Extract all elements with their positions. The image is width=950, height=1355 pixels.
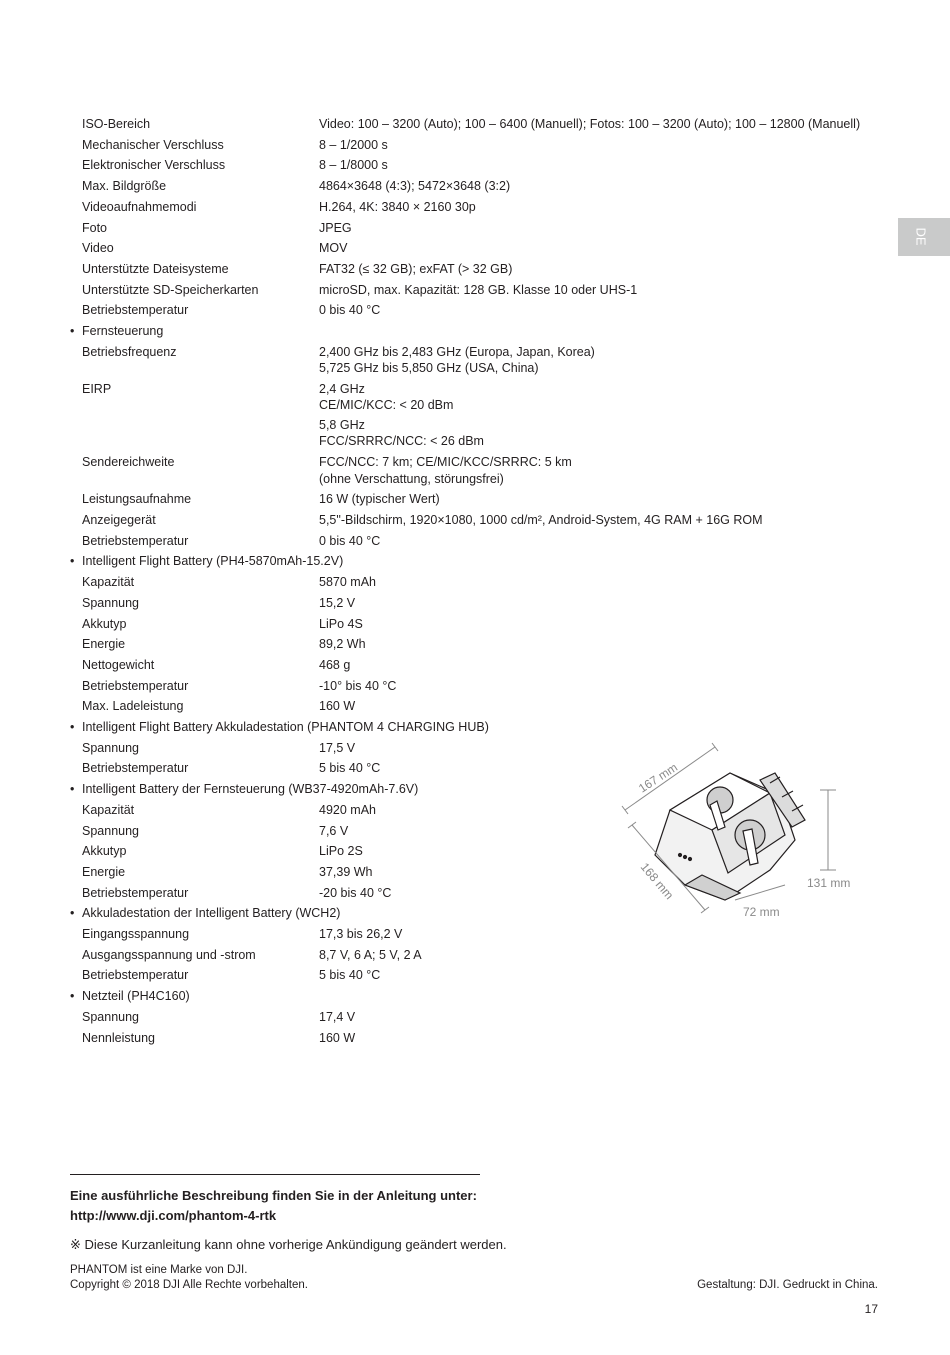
section-heading-label: Netzteil (PH4C160) (82, 989, 190, 1004)
spec-value-line: -10° bis 40 °C (319, 678, 397, 693)
spec-value (319, 636, 366, 653)
design-credit: Gestaltung: DJI. Gedruckt in China. (697, 1279, 878, 1291)
spec-label: ISO-Bereich (82, 117, 151, 131)
language-tab (898, 218, 950, 256)
spec-value (319, 678, 396, 695)
spec-label: Kapazität (82, 802, 135, 817)
spec-value (319, 926, 402, 943)
spec-value-line: 468 g (319, 657, 351, 672)
spec-label: Sendereichweite (82, 455, 175, 470)
section-heading-label: Fernsteuerung (82, 324, 164, 338)
spec-value-line: LiPo 2S (319, 844, 363, 859)
spec-label: Betriebstemperatur (82, 678, 189, 693)
spec-label: Mechanischer Verschluss (82, 137, 224, 152)
spec-value-line: 89,2 Wh (319, 637, 366, 652)
spec-label: Spannung (82, 823, 140, 838)
section-heading-label: Akkuladestation der Intelligent Battery (WCH2) (82, 906, 341, 921)
spec-label: Anzeigegerät (82, 513, 156, 527)
spec-label: Nettogewicht (82, 657, 155, 672)
spec-value (319, 137, 388, 154)
spec-value-line: 8 – 1/8000 s (319, 158, 388, 173)
spec-value (319, 740, 355, 757)
spec-label: Leistungsaufnahme (82, 492, 192, 507)
spec-value-line: 160 W (319, 699, 356, 714)
spec-value (319, 823, 348, 840)
spec-value (319, 657, 350, 674)
spec-value (319, 616, 363, 633)
spec-value-line: 5 bis 40 °C (319, 761, 381, 776)
spec-value-line: 0 bis 40 °C (319, 303, 381, 318)
spec-label: Betriebstemperatur (82, 761, 189, 776)
spec-value-line: 2,400 GHz bis 2,483 GHz (Europa, Japan, Korea) (319, 344, 595, 359)
spec-label: Max. Ladeleistung (82, 699, 184, 714)
spec-label: Elektronischer Verschluss (82, 158, 226, 173)
spec-value-line: 160 W (319, 1030, 356, 1045)
spec-value (319, 116, 860, 133)
spec-value (319, 199, 476, 216)
spec-value-line: 16 W (typischer Wert) (319, 492, 440, 507)
spec-value (319, 454, 572, 487)
spec-value (319, 344, 595, 377)
dimension-length-label: 167 mm (636, 760, 680, 796)
spec-value-line: 17,3 bis 26,2 V (319, 927, 403, 941)
spec-value (319, 595, 355, 612)
spec-label: Foto (82, 220, 108, 235)
spec-value (319, 178, 510, 195)
section-heading (70, 323, 163, 340)
spec-value-line: Video: 100 – 3200 (Auto); 100 – 6400 (Manuell); Fotos: 100 – 3200 (Auto); 100 – 12800 (Manuell) (319, 117, 861, 131)
spec-label: Akkutyp (82, 844, 127, 859)
bullet-icon: • (70, 554, 75, 569)
spec-value (319, 220, 352, 237)
section-heading-label: Intelligent Battery der Fernsteuerung (WB37-4920mAh-7.6V) (82, 782, 419, 797)
spec-value-line: -20 bis 40 °C (319, 885, 392, 900)
spec-label: Betriebstemperatur (82, 885, 189, 900)
spec-value-line: 17,4 V (319, 1009, 356, 1024)
spec-value (319, 947, 422, 964)
section-heading (70, 719, 489, 736)
language-tab-label: DE (913, 227, 929, 246)
spec-label: Betriebsfrequenz (82, 344, 177, 359)
spec-label: Betriebstemperatur (82, 533, 189, 548)
spec-value (319, 698, 355, 715)
spec-value (319, 381, 484, 450)
section-heading-label: Intelligent Flight Battery (PH4-5870mAh-15.2V) (82, 554, 344, 569)
spec-value (319, 240, 347, 257)
spec-value (319, 864, 373, 881)
remote-controller-diagram (610, 735, 860, 935)
spec-value-line: H.264, 4K: 3840 × 2160 30p (319, 199, 476, 214)
dimension-height-label: 131 mm (807, 876, 851, 890)
spec-label: Energie (82, 637, 126, 652)
spec-label: Kapazität (82, 575, 135, 590)
page-number: 17 (864, 1302, 878, 1316)
bullet-icon: • (70, 989, 75, 1004)
spec-value (319, 157, 388, 174)
spec-label: Nennleistung (82, 1030, 155, 1045)
spec-value (319, 302, 380, 319)
spec-value (319, 1030, 355, 1047)
spec-label: Betriebstemperatur (82, 968, 189, 983)
dimension-width-label: 168 mm (637, 859, 677, 903)
spec-value-line: 5,8 GHz (319, 417, 365, 432)
spec-value (319, 282, 637, 299)
spec-label: Eingangsspannung (82, 927, 190, 941)
spec-label: Unterstützte Dateisysteme (82, 261, 229, 276)
section-heading (70, 553, 343, 570)
spec-value (319, 512, 763, 529)
bullet-icon: • (70, 782, 75, 797)
footer-instruction-text: Eine ausführliche Beschreibung finden Sie in der Anleitung unter: (70, 1188, 477, 1203)
trademark-text: PHANTOM ist eine Marke von DJI. (70, 1264, 248, 1276)
spec-value-line: 5870 mAh (319, 575, 376, 590)
spec-label: Videoaufnahmemodi (82, 199, 197, 214)
spec-value-line: 17,5 V (319, 740, 356, 755)
spec-label: Energie (82, 864, 126, 879)
spec-value-line: 0 bis 40 °C (319, 533, 381, 548)
spec-label: Spannung (82, 595, 140, 610)
spec-value (319, 802, 376, 819)
spec-label: Spannung (82, 740, 140, 755)
bullet-icon: • (70, 720, 75, 734)
spec-value-line: 5 bis 40 °C (319, 968, 381, 983)
spec-value-line: CE/MIC/KCC: < 20 dBm (319, 398, 454, 413)
spec-value-line: 4864×3648 (4:3); 5472×3648 (3:2) (319, 179, 511, 194)
spec-label: Video (82, 241, 114, 256)
spec-value (319, 760, 380, 777)
spec-value-line: JPEG (319, 220, 352, 235)
spec-value-line: 15,2 V (319, 595, 356, 610)
spec-label: EIRP (82, 381, 112, 396)
spec-label: Betriebstemperatur (82, 303, 189, 318)
spec-value (319, 885, 391, 902)
spec-value-line: (ohne Verschattung, störungsfrei) (319, 471, 504, 486)
spec-value-line: MOV (319, 241, 348, 256)
section-heading (70, 988, 190, 1005)
spec-value-line: 5,725 GHz bis 5,850 GHz (USA, China) (319, 361, 539, 376)
spec-label: Akkutyp (82, 616, 127, 631)
spec-label: Ausgangsspannung und -strom (82, 947, 256, 962)
spec-value-line: FCC/NCC: 7 km; CE/MIC/KCC/SRRRC: 5 km (319, 455, 572, 470)
spec-value-line: 8,7 V, 6 A; 5 V, 2 A (319, 947, 422, 962)
footer-url-link[interactable]: http://www.dji.com/phantom-4-rtk (70, 1208, 277, 1223)
spec-value (319, 533, 380, 550)
bullet-icon: • (70, 324, 75, 338)
spec-label: Max. Bildgröße (82, 179, 167, 194)
spec-value-line: 2,4 GHz (319, 381, 365, 396)
spec-value-line: 4920 mAh (319, 802, 376, 817)
spec-value-line: FCC/SRRRC/NCC: < 26 dBm (319, 434, 484, 449)
controller-illustration (655, 773, 805, 900)
spec-value-line: 37,39 Wh (319, 864, 373, 879)
section-heading (70, 781, 418, 798)
spec-value-line: 8 – 1/2000 s (319, 137, 388, 152)
spec-value-line: FAT32 (≤ 32 GB); exFAT (> 32 GB) (319, 261, 513, 276)
spec-value (319, 843, 363, 860)
copyright-text: Copyright © 2018 DJI Alle Rechte vorbehalten. (70, 1279, 308, 1291)
spec-value (319, 491, 440, 508)
spec-value-line: LiPo 4S (319, 616, 363, 631)
spec-value (319, 261, 512, 278)
spec-value (319, 1009, 355, 1026)
footer-divider (70, 1174, 480, 1175)
spec-value (319, 574, 376, 591)
section-heading-label: Intelligent Flight Battery Akkuladestation (PHANTOM 4 CHARGING HUB) (82, 720, 489, 734)
spec-label: Unterstützte SD-Speicherkarten (82, 282, 259, 297)
bullet-icon: • (70, 906, 75, 921)
dimension-depth-label: 72 mm (743, 905, 780, 919)
spec-label: Spannung (82, 1009, 140, 1024)
spec-value-line: microSD, max. Kapazität: 128 GB. Klasse 10 oder UHS-1 (319, 282, 638, 297)
section-heading (70, 905, 340, 922)
spec-value-line: 7,6 V (319, 823, 349, 838)
spec-value-line: 5,5"-Bildschirm, 1920×1080, 1000 cd/m², Android-System, 4G RAM + 16G ROM (319, 513, 763, 527)
footer-change-notice: ※ Diese Kurzanleitung kann ohne vorherige Ankündigung geändert werden. (70, 1237, 507, 1252)
spec-value (319, 967, 380, 984)
